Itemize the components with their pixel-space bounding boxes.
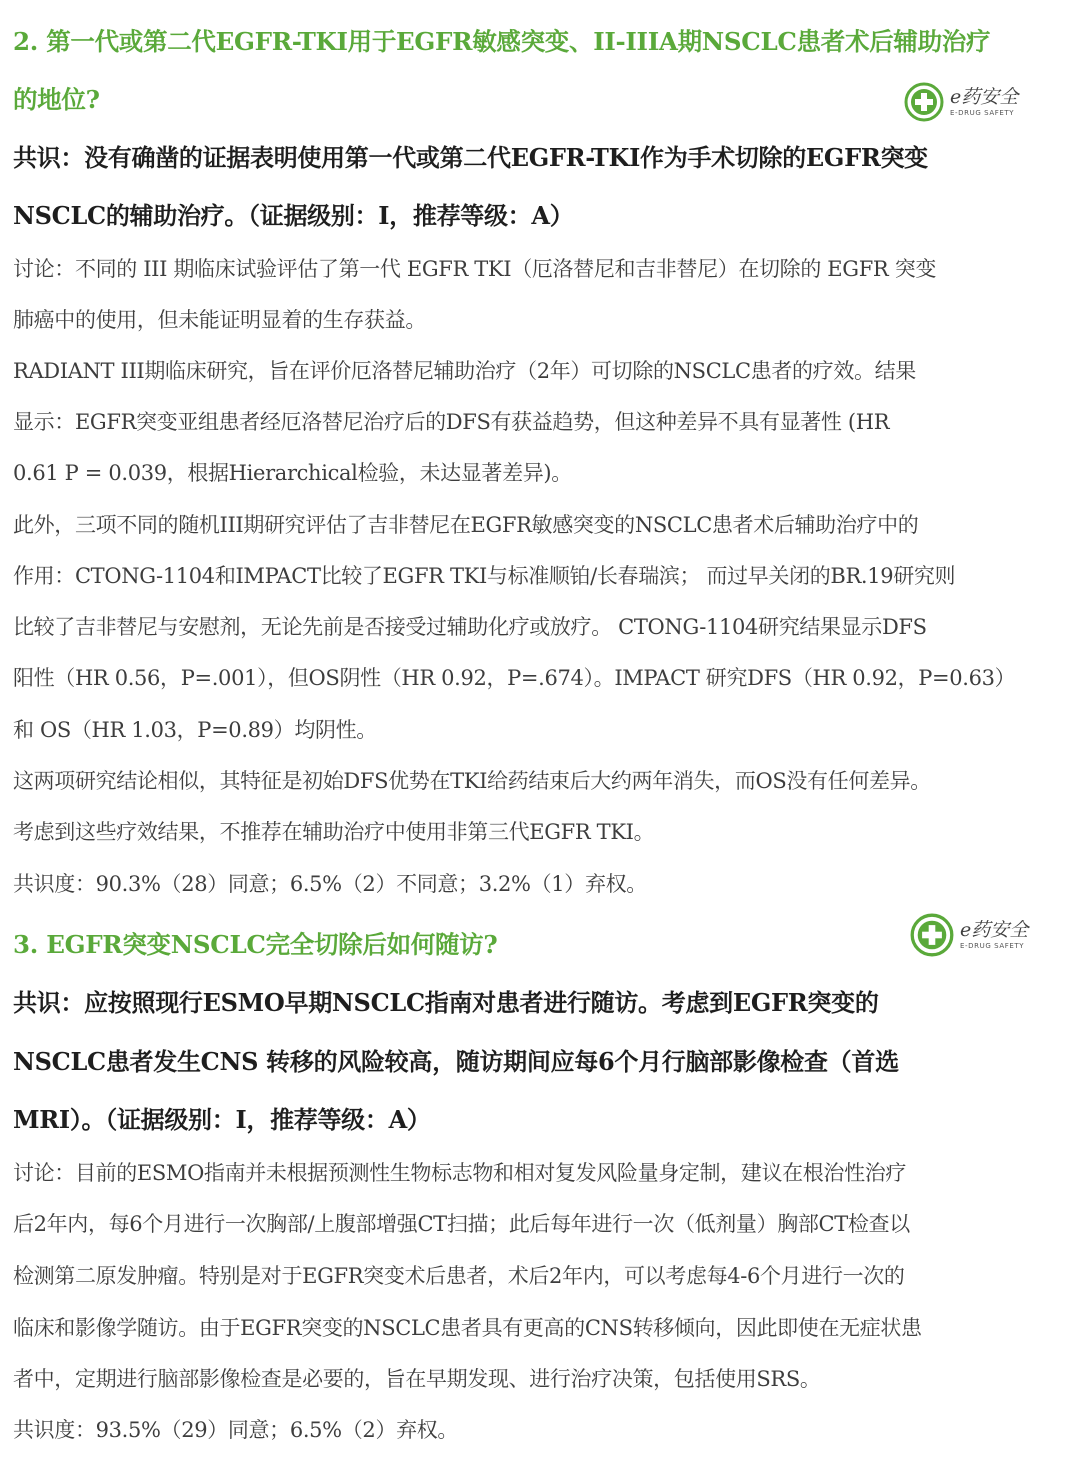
section-2-body-line: RADIANT III期临床研究，旨在评价厄洛替尼辅助治疗（2年）可切除的NSCLC患者的疗效。结果 bbox=[13, 359, 916, 383]
section-3-consensus-line-3: MRI）。（证据级别：I，推荐等级：A） bbox=[13, 1105, 431, 1134]
section-2-body-line: 比较了吉非替尼与安慰剂，无论先前是否接受过辅助化疗或放疗。 CTONG-1104研究结果显示DFS bbox=[13, 615, 927, 639]
logo-subtitle: E-DRUG SAFETY bbox=[960, 941, 1025, 950]
section-3-body-line: 讨论：目前的ESMO指南并未根据预测性生物标志物和相对复发风险量身定制，建议在根治性治疗 bbox=[13, 1161, 907, 1185]
section-3-consensus-line-1: 共识：应按照现行ESMO早期NSCLC指南对患者进行随访。考虑到EGFR突变的 bbox=[13, 988, 879, 1017]
section-2-body-line: 阳性（HR 0.56，P=.001），但OS阴性（HR 0.92，P=.674）。IMPACT 研究DFS（HR 0.92，P=0.63） bbox=[13, 666, 1016, 690]
section-3-body-line: 临床和影像学随访。由于EGFR突变的NSCLC患者具有更高的CNS转移倾向，因此即使在无症状患 bbox=[13, 1316, 922, 1340]
section-2-body-line: 和 OS（HR 1.03，P=0.89）均阴性。 bbox=[13, 718, 377, 742]
section-3-body-line: 后2年内，每6个月进行一次胸部/上腹部增强CT扫描；此后每年进行一次（低剂量）胸部CT检查以 bbox=[13, 1212, 910, 1236]
section-2-body-line: 此外，三项不同的随机III期研究评估了吉非替尼在EGFR敏感突变的NSCLC患者术后辅助治疗中的 bbox=[13, 513, 919, 537]
section-2-body-line: 肺癌中的使用，但未能证明显着的生存获益。 bbox=[13, 308, 426, 332]
cross-circle-icon bbox=[904, 82, 944, 122]
section-3-body-line: 者中，定期进行脑部影像检查是必要的，旨在早期发现、进行治疗决策，包括使用SRS。 bbox=[13, 1367, 821, 1391]
e-drug-safety-logo bbox=[904, 78, 1018, 126]
section-2-agreement: 共识度：90.3%（28）同意；6.5%（2）不同意；3.2%（1）弃权。 bbox=[13, 872, 647, 896]
logo-title: e药安全 bbox=[960, 918, 1029, 941]
section-2-body-line: 讨论：不同的 III 期临床试验评估了第一代 EGFR TKI（厄洛替尼和吉非替尼）在切除的 EGFR 突变 bbox=[13, 257, 937, 281]
section-2-heading-line-2: 的地位? bbox=[13, 85, 100, 114]
e-drug-safety-logo bbox=[910, 911, 1028, 959]
section-2-body-line: 0.61 P = 0.039，根据Hierarchical检验，未达显著差异)。 bbox=[13, 461, 572, 485]
section-2-body-line: 考虑到这些疗效结果，不推荐在辅助治疗中使用非第三代EGFR TKI。 bbox=[13, 820, 655, 844]
section-3-consensus-line-2: NSCLC患者发生CNS 转移的风险较高，随访期间应每6个月行脑部影像检查（首选 bbox=[13, 1047, 899, 1076]
section-3-heading: 3. EGFR突变NSCLC完全切除后如何随访? bbox=[13, 930, 498, 959]
section-2-consensus-line-2: NSCLC的辅助治疗。（证据级别：I，推荐等级：A） bbox=[13, 201, 574, 230]
section-2-heading-line-1: 2. 第一代或第二代EGFR-TKI用于EGFR敏感突变、II-IIIA期NSCLC患者术后辅助治疗 bbox=[13, 27, 991, 56]
logo-title: e药安全 bbox=[950, 85, 1019, 108]
section-2-body-line: 作用：CTONG-1104和IMPACT比较了EGFR TKI与标准顺铂/长春瑞滨； 而过早关闭的BR.19研究则 bbox=[13, 564, 956, 588]
section-3-body-line: 检测第二原发肿瘤。特别是对于EGFR突变术后患者，术后2年内，可以考虑每4-6个月进行一次的 bbox=[13, 1264, 905, 1288]
logo-subtitle: E-DRUG SAFETY bbox=[950, 108, 1015, 117]
section-2-body-line: 这两项研究结论相似，其特征是初始DFS优势在TKI给药结束后大约两年消失，而OS没有任何差异。 bbox=[13, 769, 931, 793]
section-3-agreement: 共识度：93.5%（29）同意；6.5%（2）弃权。 bbox=[13, 1418, 459, 1442]
cross-circle-icon bbox=[910, 913, 954, 957]
section-2-consensus-line-1: 共识：没有确凿的证据表明使用第一代或第二代EGFR-TKI作为手术切除的EGFR突变 bbox=[13, 143, 928, 172]
section-2-body-line: 显示：EGFR突变亚组患者经厄洛替尼治疗后的DFS有获益趋势，但这种差异不具有显著性 (HR bbox=[13, 410, 890, 434]
